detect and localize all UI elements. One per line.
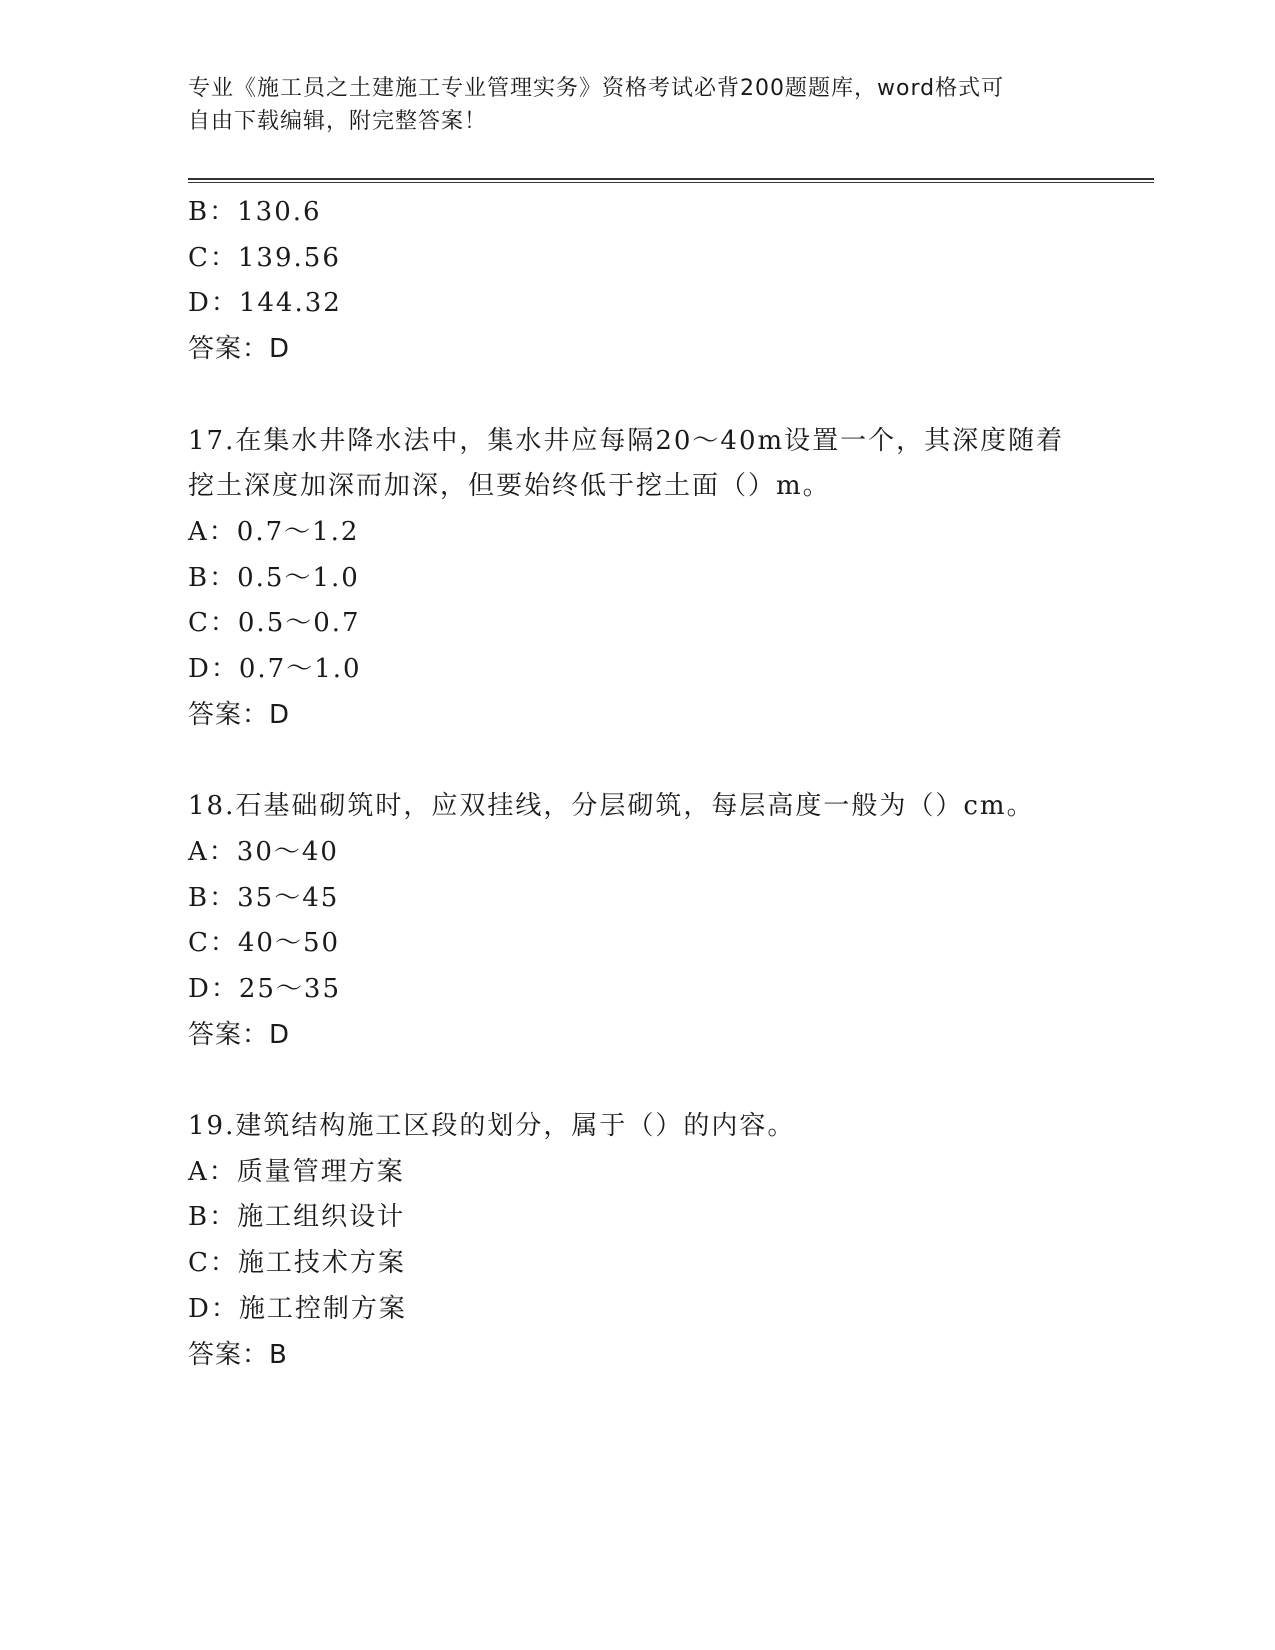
answer-line: 答案：D — [188, 699, 291, 730]
option-d: D：施工控制方案 — [188, 1293, 407, 1324]
header-rule-thin — [188, 182, 1154, 183]
option-b: B：130.6 — [188, 197, 322, 227]
header-line-2: 自由下载编辑，附完整答案！ — [188, 109, 488, 134]
option-d: D：0.7～1.0 — [188, 654, 362, 685]
question-17 — [188, 419, 1088, 739]
question-stem: 挖土深度加深而加深，但要始终低于挖土面（）m。 — [188, 471, 831, 502]
option-b: B：35～45 — [188, 882, 340, 913]
question-stem: 19.建筑结构施工区段的划分，属于（）的内容。 — [188, 1111, 796, 1142]
option-b: B：0.5～1.0 — [188, 562, 360, 593]
option-a: A：0.7～1.2 — [188, 516, 360, 547]
document-body — [188, 190, 1088, 1378]
document-header — [188, 72, 1088, 138]
spacer — [188, 738, 1088, 784]
header-line-1: 专业《施工员之土建施工专业管理实务》资格考试必背200题题库，word格式可 — [188, 76, 1005, 101]
question-18 — [188, 784, 1088, 1058]
option-d: D：144.32 — [188, 288, 342, 319]
question-19 — [188, 1104, 1088, 1378]
answer-line: 答案：D — [188, 334, 291, 365]
option-c: C：0.5～0.7 — [188, 608, 361, 639]
question-stem: 18.石基础砌筑时，应双挂线，分层砌筑，每层高度一般为（）cm。 — [188, 791, 1035, 822]
option-c: C：40～50 — [188, 928, 341, 959]
option-c: C：施工技术方案 — [188, 1248, 406, 1279]
spacer — [188, 373, 1088, 419]
answer-line: 答案：B — [188, 1339, 288, 1370]
prev-question-tail — [188, 190, 1088, 373]
header-rule-thick — [188, 178, 1154, 180]
question-stem: 17.在集水井降水法中，集水井应每隔20～40m设置一个，其深度随着 — [188, 425, 1065, 456]
option-c: C：139.56 — [188, 242, 341, 273]
option-b: B：施工组织设计 — [188, 1202, 406, 1233]
spacer — [188, 1058, 1088, 1104]
option-a: A：30～40 — [188, 836, 339, 867]
answer-line: 答案：D — [188, 1019, 291, 1050]
option-d: D：25～35 — [188, 973, 342, 1004]
option-a: A：质量管理方案 — [188, 1156, 405, 1187]
